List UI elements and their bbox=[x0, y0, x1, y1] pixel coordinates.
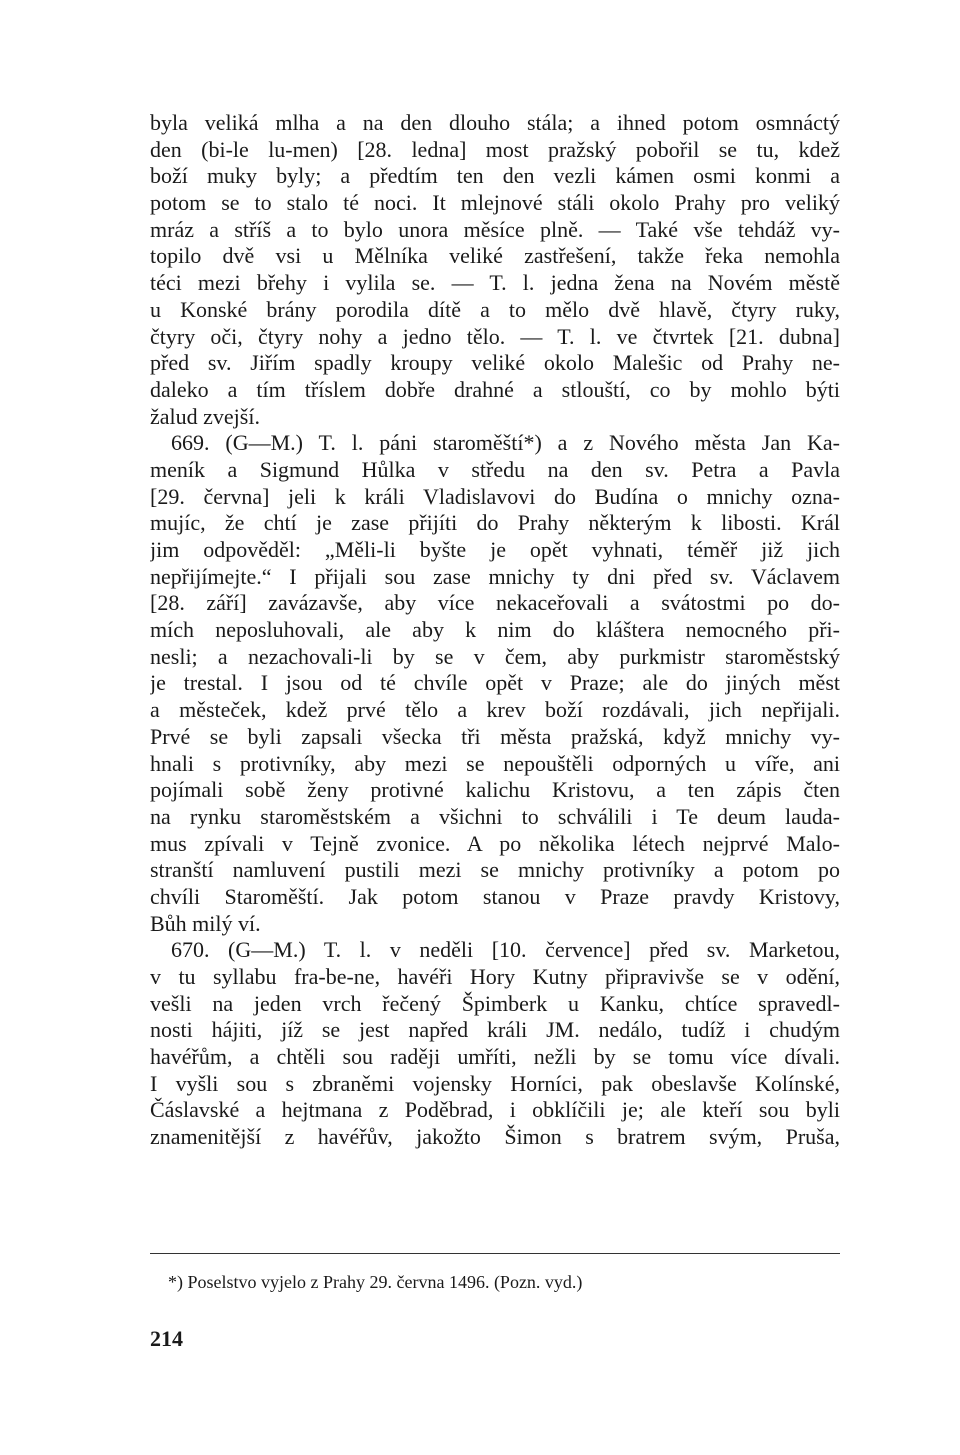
page-number: 214 bbox=[150, 1326, 183, 1351]
text-line: a městeček, kdež prvé tělo a krev boží rozdávali, jich nepřijali. bbox=[150, 697, 840, 723]
text-line: Čáslavské a hejtmana z Poděbrad, i obklíčili je; ale kteří sou byli bbox=[150, 1097, 840, 1123]
text-line: u Konské brány porodila dítě a to mělo dvě hlavě, čtyry ruky, bbox=[150, 296, 840, 322]
text-line: Prvé se byli zapsali všecka tři města pražská, když mnichy vy- bbox=[150, 723, 840, 749]
text-line: čtyry oči, čtyry nohy a jedno tělo. — T. l. ve čtvrtek [21. dubna] bbox=[150, 323, 840, 349]
text-line: boží muky byly; a předtím ten den vezli kámen osmi konmi a bbox=[150, 163, 840, 189]
text-line: na rynku staroměstském a všichni to schválili i Te deum lauda- bbox=[150, 803, 840, 829]
text-line: pojímali sobě ženy protivné kalichu Kristovu, a ten zápis čten bbox=[150, 777, 840, 803]
text-line: je trestal. I jsou od té chvíle opět v Praze; ale do jiných měst bbox=[150, 670, 840, 696]
text-line: byla veliká mlha a na den dlouho stála; a ihned potom osmnáctý bbox=[150, 110, 840, 135]
text-line: jim odpověděl: „Měli-li byšte je opět vyhnati, téměř již jich bbox=[150, 537, 840, 562]
text-line: téci mezi břehy i vylila se. — T. l. jedna žena na Novém městě bbox=[150, 270, 840, 296]
text-line: chvíli Staroměští. Jak potom stanou v Praze pravdy Kristovy, bbox=[150, 883, 840, 909]
text-line: mráz a stříš a to bylo unora měsíce plně. — Také vše tehdáž vy- bbox=[150, 216, 840, 242]
text-line: 669. (G—M.) T. l. páni staroměští*) a z Nového města Jan Ka- bbox=[171, 430, 840, 456]
text-line: mujíc, že chtí je zase přijíti do Prahy některým k libosti. Král bbox=[150, 510, 840, 536]
text-line: [28. září] zavázavše, aby více nekaceřovali a svátostmi po do- bbox=[150, 590, 840, 616]
text-line: meník a Sigmund Hůlka v středu na den sv. Petra a Pavla bbox=[150, 456, 840, 482]
footnote: *) Poselstvo vyjelo z Prahy 29. června 1496. (Pozn. vyd.) bbox=[168, 1272, 583, 1292]
text-line: potom se to stalo té noci. It mlejnové stáli okolo Prahy pro veliký bbox=[150, 190, 840, 216]
footnote-rule bbox=[150, 1253, 840, 1254]
text-line: nosti hájiti, jíž se jest napřed králi JM. nedálo, tudíž i chudým bbox=[150, 1017, 840, 1043]
text-line: Bůh milý ví. bbox=[150, 910, 261, 936]
text-line: [29. června] jeli k králi Vladislavovi do Budína o mnichy ozna- bbox=[150, 483, 840, 509]
text-line: vešli na jeden vrch řečený Špimberk u Kanku, chtíce spravedl- bbox=[150, 990, 840, 1016]
text-line: žalud zvejší. bbox=[150, 403, 260, 429]
text-line: nesli; a nezachovali-li by se v čem, aby purkmistr staroměstský bbox=[150, 643, 840, 669]
text-line: topilo dvě vsi u Mělníka veliké zastřešení, takže řeka nemohla bbox=[150, 243, 840, 269]
text-line: v tu syllabu fra-be-ne, havéři Hory Kutny připravivše se v odění, bbox=[150, 964, 840, 989]
text-line: mích neposluhovali, ale aby k nim do kláštera nemocného při- bbox=[150, 617, 840, 643]
text-line: nepřijímejte.“ I přijali sou zase mnichy ty dni před sv. Václavem bbox=[150, 563, 840, 589]
body-text bbox=[150, 110, 840, 1151]
text-line: daleko a tím tříslem dobře drahné a stlouští, co by mohlo býti bbox=[150, 376, 840, 402]
text-line: před sv. Jiřím spadly kroupy veliké okolo Malešic od Prahy ne- bbox=[150, 350, 840, 376]
text-line: hnali s protivníky, aby mezi se nepouštěli odporných u víře, ani bbox=[150, 750, 840, 776]
text-line: 670. (G—M.) T. l. v neděli [10. července] před sv. Marketou, bbox=[171, 937, 840, 963]
text-line: mus zpívali v Tejně zvonice. A po několika létech nejprvé Malo- bbox=[150, 830, 840, 856]
text-line: den (bi-le lu-men) [28. ledna] most pražský pobořil se tu, kdež bbox=[150, 136, 840, 162]
text-line: znamenitější z havéřův, jakožto Šimon s bratrem svým, Pruša, bbox=[150, 1124, 840, 1150]
text-line: I vyšli sou s zbraněmi vojensky Horníci, pak obeslavše Kolínské, bbox=[150, 1070, 840, 1096]
text-line: stranští namluvení pustili mezi se mnichy protivníky a potom po bbox=[150, 857, 840, 883]
text-line: havéřům, a chtěli sou raději umříti, nežli by se tomu více dívali. bbox=[150, 1044, 840, 1070]
